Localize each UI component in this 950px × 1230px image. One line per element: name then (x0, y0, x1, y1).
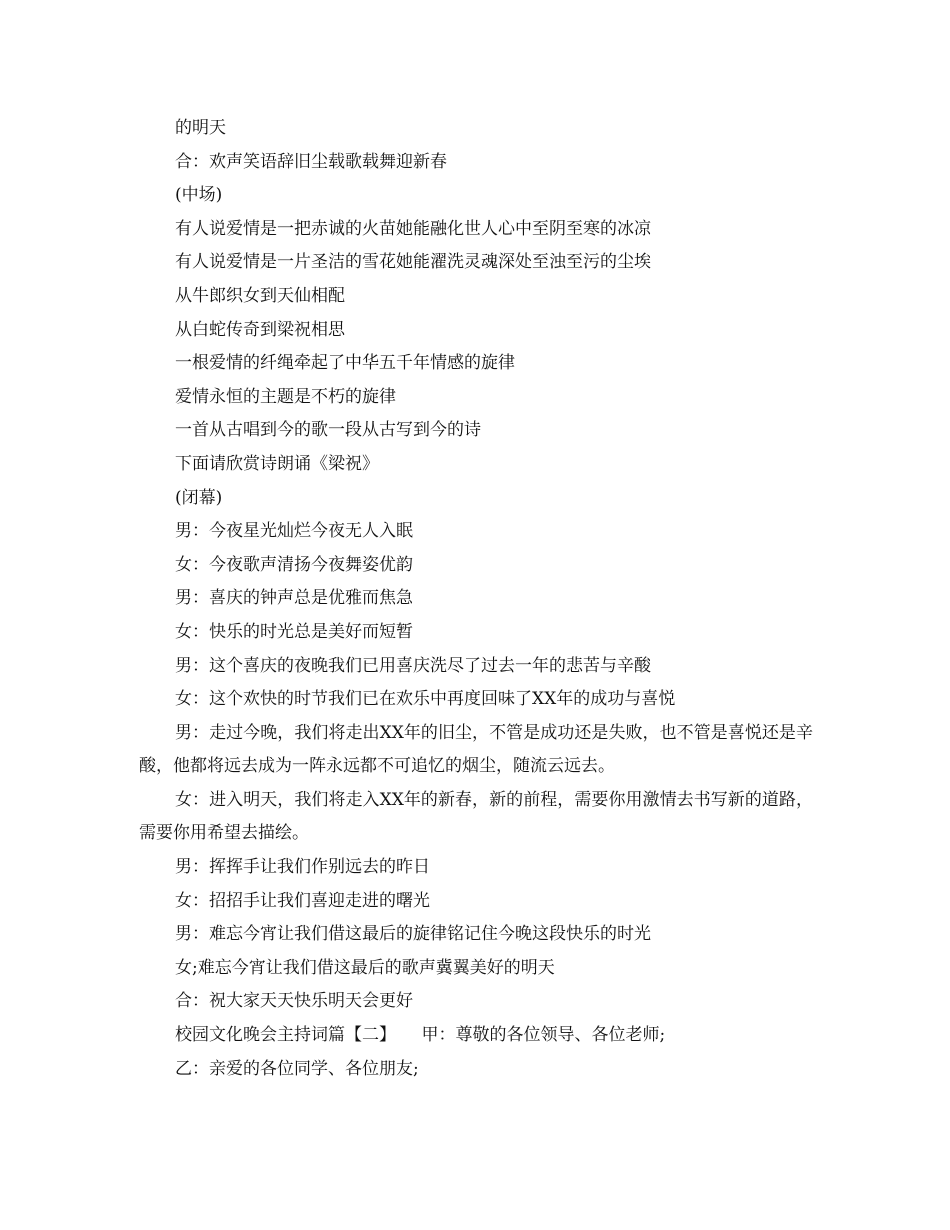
text-line: 的明天 (175, 118, 226, 138)
text-line: 乙：亲爱的各位同学、各位朋友; (175, 1058, 419, 1079)
text-line: 男：今夜星光灿烂今夜无人入眠 (175, 521, 413, 542)
text-line: 从牛郎织女到天仙相配 (175, 285, 345, 306)
text-line: 女;难忘今宵让我们借这最后的歌声冀翼美好的明天 (175, 957, 555, 978)
text-line: 下面请欣赏诗朗诵《梁祝》 (175, 453, 379, 474)
text-line: 合：欢声笑语辞旧尘载歌载舞迎新春 (175, 151, 447, 172)
text-line: 女：快乐的时光总是美好而短暂 (175, 621, 413, 642)
text-line: 女：招招手让我们喜迎走进的曙光 (175, 890, 430, 911)
text-line: 有人说爱情是一片圣洁的雪花她能濯洗灵魂深处至浊至污的尘埃 (175, 252, 651, 273)
text-line: 女：今夜歌声清扬今夜舞姿优韵 (175, 554, 413, 575)
text-line: 男：难忘今宵让我们借这最后的旋律铭记住今晚这段快乐的时光 (175, 924, 651, 945)
text-line: (闭幕) (175, 487, 223, 508)
document-body (139, 112, 813, 1086)
text-line: 合：祝大家天天快乐明天会更好 (175, 991, 413, 1012)
text-line: 男：喜庆的钟声总是优雅而焦急 (175, 588, 413, 609)
text-line: 男：这个喜庆的夜晚我们已用喜庆洗尽了过去一年的悲苦与辛酸 (175, 655, 651, 676)
text-line: (中场) (175, 185, 223, 206)
text-line: 从白蛇传奇到梁祝相思 (175, 319, 345, 340)
text-line: 有人说爱情是一把赤诚的火苗她能融化世人心中至阴至寒的冰凉 (175, 218, 651, 239)
text-line: 女：这个欢快的时节我们已在欢乐中再度回味了XX年的成功与喜悦 (175, 689, 676, 710)
section-heading-line: 校园文化晚会主持词篇【二】 甲：尊敬的各位领导、各位老师; (175, 1025, 666, 1046)
text-line: 一根爱情的纤绳牵起了中华五千年情感的旋律 (175, 353, 515, 374)
paragraph-female-speech: 女：进入明天，我们将走入XX年的新春，新的前程，需要你用激情去书写新的道路，需要你用希望去描绘。 (139, 789, 813, 844)
text-line: 一首从古唱到今的歌一段从古写到今的诗 (175, 420, 481, 441)
paragraph-male-speech: 男：走过今晚，我们将走出XX年的旧尘，不管是成功还是失败，也不管是喜悦还是辛酸，他都将远去成为一阵永远都不可追忆的烟尘，随流云远去。 (139, 722, 813, 777)
text-line: 爱情永恒的主题是不朽的旋律 (175, 386, 396, 407)
text-line: 男：挥挥手让我们作别远去的昨日 (175, 857, 430, 878)
